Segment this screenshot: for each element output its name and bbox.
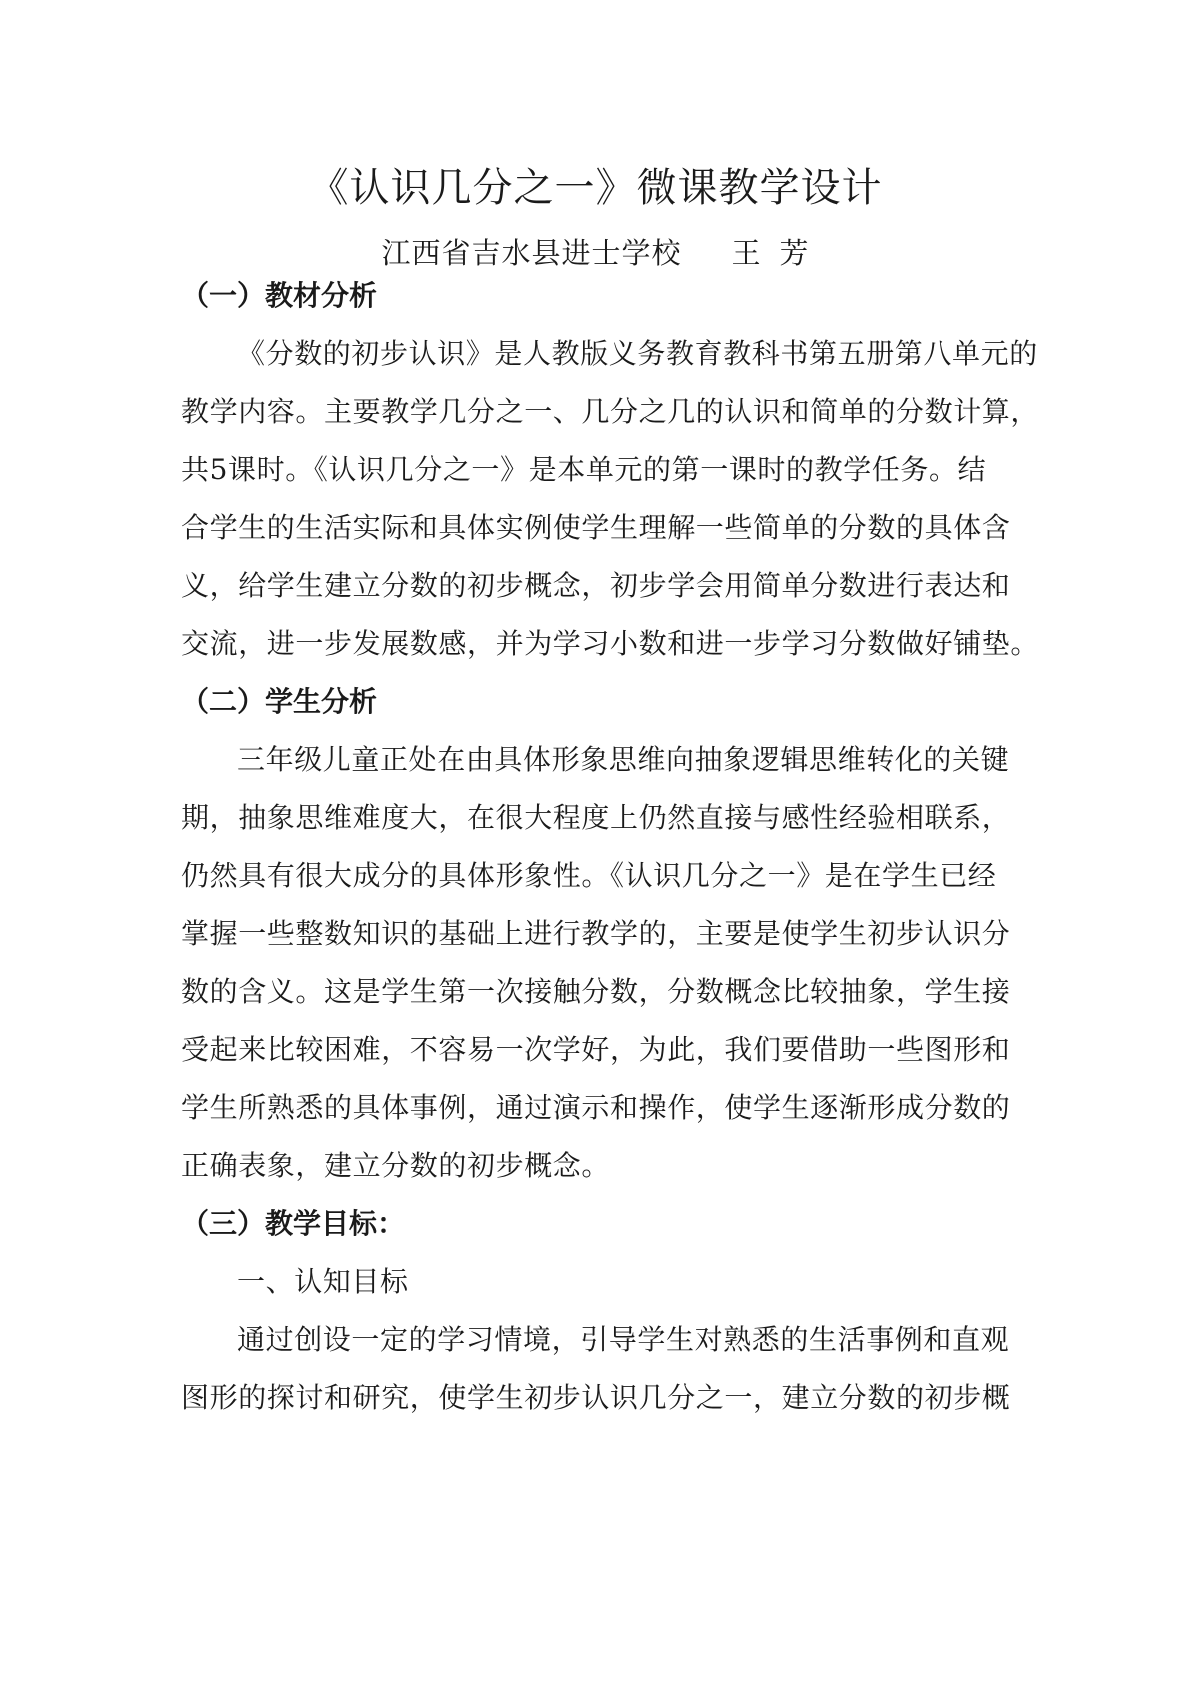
document-title: 《认识几分之一》微课教学设计 (308, 165, 883, 211)
author-name-part-2: 芳 (779, 236, 810, 270)
section-heading-teaching-objectives: （三）教学目标： (181, 1207, 406, 1240)
paragraph-line: 交流，进一步发展数感，并为学习小数和进一步学习分数做好铺垫。 (181, 627, 1040, 660)
paragraph-line: 正确表象，建立分数的初步概念。 (181, 1149, 611, 1182)
paragraph-line: 期，抽象思维难度大，在很大程度上仍然直接与感性经验相联系， (181, 801, 1011, 834)
paragraph-line: 数的含义。这是学生第一次接触分数，分数概念比较抽象，学生接 (181, 975, 1011, 1008)
paragraph-line: 掌握一些整数知识的基础上进行教学的，主要是使学生初步认识分 (181, 917, 1011, 950)
author-name-part-1: 王 (731, 236, 762, 270)
paragraph-line: 受起来比较困难，不容易一次学好，为此，我们要借助一些图形和 (181, 1033, 1011, 1066)
author-line (0, 232, 1191, 274)
subheading-cognitive-objective: 一、认知目标 (237, 1265, 409, 1298)
section-heading-student-analysis: （二）学生分析 (181, 685, 378, 718)
paragraph-line: 图形的探讨和研究，使学生初步认识几分之一，建立分数的初步概 (181, 1381, 1011, 1414)
paragraph-line: 学生所熟悉的具体事例，通过演示和操作，使学生逐渐形成分数的 (181, 1091, 1011, 1124)
paragraph-line: 共5课时。《认识几分之一》是本单元的第一课时的教学任务。结 (181, 453, 987, 486)
author-school: 江西省吉水县进士学校 (381, 236, 682, 270)
section-heading-textbook-analysis: （一）教材分析 (181, 279, 378, 312)
paragraph-line: 《分数的初步认识》是人教版义务教育教科书第五册第八单元的 (237, 337, 1038, 370)
paragraph-line: 通过创设一定的学习情境，引导学生对熟悉的生活事例和直观 (237, 1323, 1010, 1356)
paragraph-line: 三年级儿童正处在由具体形象思维向抽象逻辑思维转化的关键 (237, 743, 1010, 776)
paragraph-line: 合学生的生活实际和具体实例使学生理解一些简单的分数的具体含 (181, 511, 1011, 544)
paragraph-line: 义，给学生建立分数的初步概念，初步学会用简单分数进行表达和 (181, 569, 1011, 602)
paragraph-line: 教学内容。主要教学几分之一、几分之几的认识和简单的分数计算， (181, 395, 1040, 428)
paragraph-line: 仍然具有很大成分的具体形象性。《认识几分之一》是在学生已经 (181, 859, 997, 892)
